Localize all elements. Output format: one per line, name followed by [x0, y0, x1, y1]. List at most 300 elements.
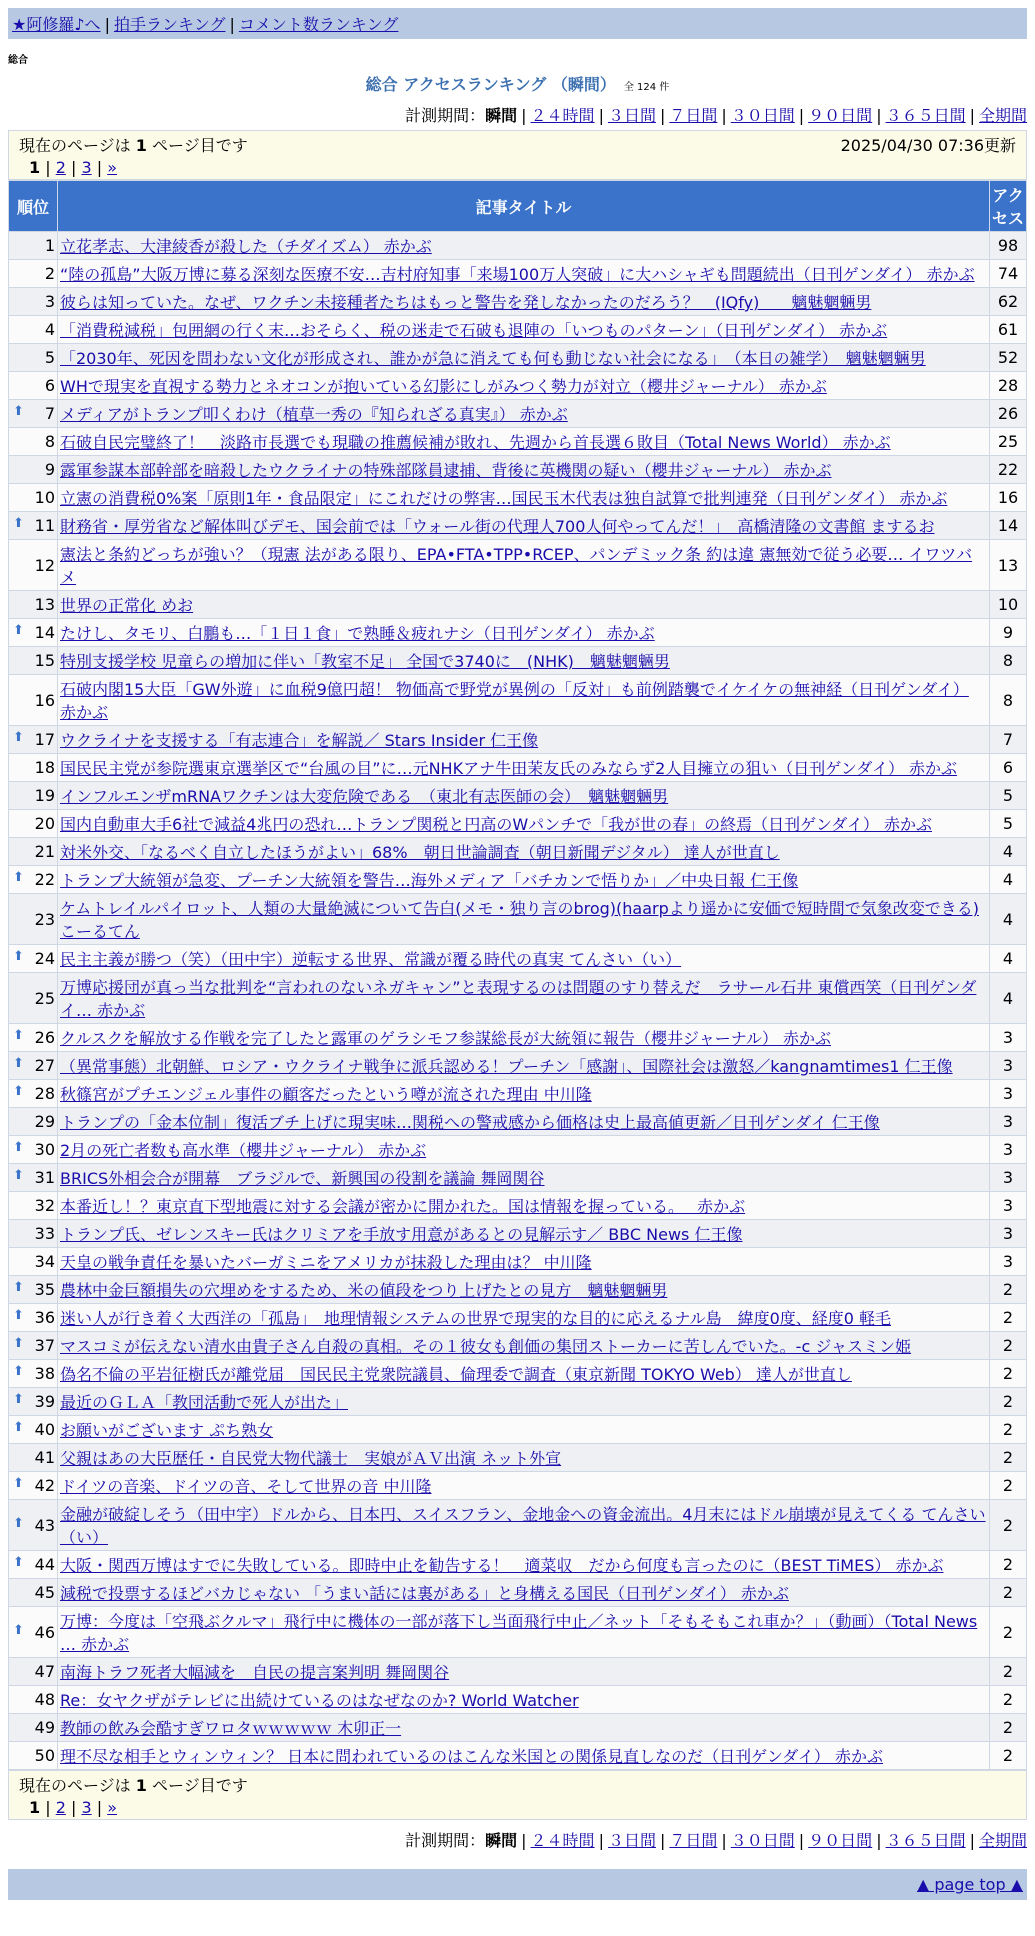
- article-link[interactable]: お願いがございます ぷち熟女: [60, 1421, 274, 1440]
- access-count: 2: [990, 1742, 1027, 1770]
- article-link[interactable]: 国内自動車大手6社で減益4兆円の恐れ…トランプ関税と円高のWパンチで「我が世の春」の終焉（日刊ゲンダイ） 赤かぶ: [60, 815, 932, 834]
- title-cell: [58, 591, 990, 619]
- rank-number: 3: [44, 292, 55, 311]
- title-cell: [58, 1332, 990, 1360]
- rank-cell: [9, 1472, 58, 1500]
- rank-cell: [9, 894, 58, 945]
- period-link[interactable]: ７日間: [669, 106, 718, 125]
- table-row: [9, 1658, 1027, 1686]
- table-row: [9, 754, 1027, 782]
- separator: |: [659, 106, 666, 125]
- page-link[interactable]: 2: [55, 1798, 66, 1817]
- title-cell: [58, 1416, 990, 1444]
- rank-number: 22: [34, 870, 55, 889]
- rank-cell: [9, 428, 58, 456]
- separator: |: [598, 1831, 604, 1850]
- title-cell: [58, 372, 990, 400]
- access-count: 2: [990, 1658, 1027, 1686]
- rank-cell: [9, 1416, 58, 1444]
- separator: |: [798, 106, 805, 125]
- top-navigation: [8, 8, 1027, 39]
- article-link[interactable]: ウクライナを支援する「有志連合」を解説／ Stars Insider 仁王像: [60, 731, 539, 750]
- up-arrow-icon: ⬆: [13, 1084, 24, 1099]
- access-count: 98: [990, 232, 1027, 260]
- footer-bar: [8, 1869, 1027, 1900]
- separator: |: [65, 158, 82, 177]
- rank-cell: [9, 1192, 58, 1220]
- rank-cell: [9, 1052, 58, 1080]
- table-row: [9, 1416, 1027, 1444]
- access-count: 2: [990, 1714, 1027, 1742]
- page-top-link[interactable]: ▲ page top ▲: [916, 1875, 1023, 1894]
- title-cell: [58, 1444, 990, 1472]
- rank-cell: [9, 260, 58, 288]
- header-access: アクセス: [990, 181, 1027, 232]
- page-link[interactable]: 3: [81, 1798, 92, 1817]
- current-page-text: 現在のページは 1 ページ目です: [19, 1776, 248, 1795]
- table-row: [9, 894, 1027, 945]
- table-row: [9, 1551, 1027, 1579]
- rank-cell: [9, 1686, 58, 1714]
- period-label: 計測期間：: [405, 106, 486, 125]
- separator: |: [876, 106, 882, 125]
- title-cell: [58, 945, 990, 973]
- access-count: 4: [990, 973, 1027, 1024]
- access-count: 9: [990, 619, 1027, 647]
- article-link[interactable]: 南海トラフ死者大幅減を 自民の提言案判明 舞岡関谷: [60, 1663, 450, 1682]
- rank-cell: [9, 866, 58, 894]
- access-count: 25: [990, 428, 1027, 456]
- title-cell: [58, 232, 990, 260]
- article-link[interactable]: BRICS外相会合が開幕 ブラジルで、新興国の役割を議論 舞岡関谷: [60, 1169, 545, 1188]
- access-count: 4: [990, 838, 1027, 866]
- period-link[interactable]: 全期間: [978, 1831, 1027, 1850]
- article-link[interactable]: “陸の孤島”大阪万博に募る深刻な医療不安…吉村府知事「来場100万人突破」に大ハシャギも問題続出（日刊ゲンダイ） 赤かぶ: [60, 265, 975, 284]
- rank-number: 34: [34, 1252, 55, 1271]
- page-link[interactable]: »: [107, 158, 117, 177]
- access-count: 22: [990, 456, 1027, 484]
- title-cell: [58, 1500, 990, 1551]
- rank-cell: [9, 400, 58, 428]
- title-cell: [58, 288, 990, 316]
- title-cell: [58, 1052, 990, 1080]
- up-arrow-icon: ⬆: [13, 1140, 24, 1155]
- period-link[interactable]: ２４時間: [530, 1831, 595, 1850]
- up-arrow-icon: ⬆: [13, 1168, 24, 1183]
- rank-number: 21: [34, 842, 55, 861]
- access-count: 52: [990, 344, 1027, 372]
- access-count: 2: [990, 1332, 1027, 1360]
- rank-number: 1: [44, 236, 55, 255]
- access-count: 3: [990, 1108, 1027, 1136]
- separator: |: [104, 15, 110, 34]
- table-row: [9, 512, 1027, 540]
- separator: |: [876, 1831, 882, 1850]
- title-cell: [58, 1388, 990, 1416]
- article-link[interactable]: 「2030年、死因を問わない文化が形成され、誰かが急に消えても何も動じない社会になる」 （本日の雑学） 魑魅魍魎男: [60, 349, 926, 368]
- title-cell: [58, 1551, 990, 1579]
- period-link[interactable]: ３日間: [607, 106, 656, 125]
- rank-number: 15: [34, 651, 55, 670]
- table-row: [9, 428, 1027, 456]
- title-cell: [58, 1024, 990, 1052]
- access-count: 3: [990, 1024, 1027, 1052]
- title-cell: [58, 1248, 990, 1276]
- table-row: [9, 1714, 1027, 1742]
- title-cell: [58, 540, 990, 591]
- access-count: 3: [990, 1248, 1027, 1276]
- rank-cell: [9, 540, 58, 591]
- access-count: 6: [990, 754, 1027, 782]
- rank-number: 20: [34, 814, 55, 833]
- title-cell: [58, 1714, 990, 1742]
- article-link[interactable]: 万博応援団が真っ当な批判を“言われのないネガキャン”と表現するのは問題のすり替えだ ラサール石井 東償西笑（日刊ゲンダイ… 赤かぶ: [60, 978, 977, 1020]
- article-link[interactable]: 父親はあの大臣歴任・自民党大物代議士 実娘がＡＶ出演 ネット外宣: [60, 1449, 562, 1468]
- up-arrow-icon: ⬆: [13, 1280, 24, 1295]
- rank-cell: [9, 726, 58, 754]
- rank-cell: [9, 344, 58, 372]
- title-cell: [58, 838, 990, 866]
- article-link[interactable]: 理不尽な相手とウィンウィン？ 日本に問われているのはこんな米国との関係見直しなのだ（日刊ゲンダイ） 赤かぶ: [60, 1747, 883, 1766]
- article-link[interactable]: 世界の正常化 めお: [60, 596, 194, 615]
- clap-ranking-link[interactable]: 拍手ランキング: [113, 15, 226, 34]
- rank-number: 44: [34, 1555, 55, 1574]
- separator: |: [798, 1831, 805, 1850]
- rank-number: 4: [44, 320, 55, 339]
- title-cell: [58, 1686, 990, 1714]
- title-cell: [58, 782, 990, 810]
- article-link[interactable]: ケムトレイルパイロット、人類の大量絶滅について告白(メモ・独り言のbrog)(haarpより遥かに安価で短時間で気象改変できる) こーるてん: [60, 899, 979, 941]
- article-link[interactable]: 偽名不倫の平岩征樹氏が離党届 国民民主党衆院議員、倫理委で調査（東京新聞 TOKYO Web） 達人が世直し: [60, 1365, 852, 1384]
- title-cell: [58, 344, 990, 372]
- rank-number: 10: [34, 488, 55, 507]
- access-count: 2: [990, 1416, 1027, 1444]
- period-link[interactable]: ３日間: [607, 1831, 656, 1850]
- title-cell: [58, 866, 990, 894]
- article-link[interactable]: 国民民主党が参院選東京選挙区で“台風の目”に…元NHKアナ牛田茉友氏のみならず2人目擁立の狙い（日刊ゲンダイ） 赤かぶ: [60, 759, 958, 778]
- access-count: 3: [990, 1052, 1027, 1080]
- table-row: [9, 591, 1027, 619]
- access-count: 2: [990, 1607, 1027, 1658]
- article-link[interactable]: 最近のＧＬＡ「教団活動で死人が出た」: [60, 1393, 349, 1412]
- article-link[interactable]: 立花孝志、大津綾香が殺した（チダイズム） 赤かぶ: [60, 237, 432, 256]
- article-link[interactable]: 財務省・厚労省など解体叫びデモ、国会前では「ウォール街の代理人700人何やってんだ！」 高橋清隆の文書館 まするお: [60, 517, 935, 536]
- page-link[interactable]: 3: [81, 158, 92, 177]
- rank-number: 11: [34, 516, 55, 535]
- article-link[interactable]: トランプの「金本位制」復活ブチ上げに現実味…関税への警戒感から価格は史上最高値更新／日刊ゲンダイ 仁王像: [60, 1113, 880, 1132]
- article-link[interactable]: 秋篠宮がプチエンジェル事件の顧客だったという噂が流された理由 中川隆: [60, 1085, 592, 1104]
- ranking-table: [8, 180, 1027, 1770]
- article-link[interactable]: 農林中金巨額損失の穴埋めをするため、米の値段をつり上げたとの見方 魑魅魍魎男: [60, 1281, 668, 1300]
- rank-cell: [9, 754, 58, 782]
- page-link[interactable]: 2: [55, 158, 66, 177]
- period-link[interactable]: ９０日間: [808, 1831, 873, 1850]
- pager-bottom: [8, 1770, 1027, 1820]
- article-link[interactable]: 万博：今度は「空飛ぶクルマ」飛行中に機体の一部が落下し当面飛行中止／ネット「そもそもこれ車か？」（動画）（Total News … 赤かぶ: [60, 1612, 978, 1654]
- title-cell: [58, 1108, 990, 1136]
- title-cell: [58, 675, 990, 726]
- table-row: [9, 1080, 1027, 1108]
- access-count: 61: [990, 316, 1027, 344]
- rank-cell: [9, 1304, 58, 1332]
- period-selector: [8, 103, 1027, 126]
- article-link[interactable]: クルスクを解放する作戦を完了したと露軍のゲラシモフ参謀総長が大統領に報告（櫻井ジャーナル） 赤かぶ: [60, 1029, 832, 1048]
- title-cell: [58, 1658, 990, 1686]
- article-link[interactable]: たけし、タモリ、白鵬も…「１日１食」で熟睡＆疲れナシ（日刊ゲンダイ） 赤かぶ: [60, 624, 655, 643]
- title-cell: [58, 754, 990, 782]
- table-row: [9, 484, 1027, 512]
- article-link[interactable]: 天皇の戦争責任を暴いたバーガミニをアメリカが抹殺した理由は？ 中川隆: [60, 1253, 592, 1272]
- table-row: [9, 1388, 1027, 1416]
- up-arrow-icon: ⬆: [13, 870, 24, 885]
- article-link[interactable]: 露軍参謀本部幹部を暗殺したウクライナの特殊部隊員逮捕、背後に英機関の疑い（櫻井ジャーナル） 赤かぶ: [60, 461, 832, 480]
- article-link[interactable]: 対米外交、「なるべく自立したほうがよい」68% 朝日世論調査（朝日新聞デジタル） 達人が世直し: [60, 843, 780, 862]
- access-count: 26: [990, 400, 1027, 428]
- access-count: 3: [990, 1192, 1027, 1220]
- table-row: [9, 1579, 1027, 1607]
- page-current: 1: [29, 1798, 41, 1817]
- article-link[interactable]: インフルエンザmRNAワクチンは大変危険である （東北有志医師の会） 魑魅魍魎男: [60, 787, 669, 806]
- table-row: [9, 1500, 1027, 1551]
- title-cell: [58, 316, 990, 344]
- period-link[interactable]: 全期間: [978, 106, 1027, 125]
- rank-number: 40: [34, 1420, 55, 1439]
- table-row: [9, 1052, 1027, 1080]
- rank-cell: [9, 456, 58, 484]
- rank-cell: [9, 232, 58, 260]
- article-link[interactable]: 民主主義が勝つ（笑）（田中宇）逆転する世界、常識が覆る時代の真実 てんさい（い）: [60, 950, 682, 969]
- title-cell: [58, 1742, 990, 1770]
- article-link[interactable]: 金融が破綻しそう（田中宇）ドルから、日本円、スイスフラン、金地金への資金流出。4月末にはドル崩壊が見えてくる てんさい（い）: [60, 1505, 986, 1547]
- up-arrow-icon: ⬆: [13, 1336, 24, 1351]
- period-link[interactable]: ７日間: [669, 1831, 718, 1850]
- table-row: [9, 973, 1027, 1024]
- home-link[interactable]: ★阿修羅♪へ: [12, 15, 101, 34]
- rank-cell: [9, 1714, 58, 1742]
- table-row: [9, 1332, 1027, 1360]
- title-cell: [58, 1607, 990, 1658]
- rank-cell: [9, 1108, 58, 1136]
- period-link[interactable]: ３０日間: [730, 1831, 795, 1850]
- up-arrow-icon: ⬆: [13, 1364, 24, 1379]
- rank-number: 50: [34, 1746, 55, 1765]
- rank-cell: [9, 591, 58, 619]
- rank-number: 49: [34, 1718, 55, 1737]
- period-link[interactable]: ２４時間: [530, 106, 595, 125]
- table-row: [9, 810, 1027, 838]
- rank-cell: [9, 1360, 58, 1388]
- access-count: 2: [990, 1360, 1027, 1388]
- rank-number: 39: [34, 1392, 55, 1411]
- article-link[interactable]: WHで現実を直視する勢力とネオコンが抱いている幻影にしがみつく勢力が対立（櫻井ジャーナル） 赤かぶ: [60, 377, 827, 396]
- separator: |: [969, 1831, 975, 1850]
- table-row: [9, 372, 1027, 400]
- access-count: 62: [990, 288, 1027, 316]
- access-count: 13: [990, 540, 1027, 591]
- separator: |: [65, 1798, 82, 1817]
- access-count: 8: [990, 647, 1027, 675]
- rank-number: 46: [34, 1622, 55, 1642]
- access-count: 74: [990, 260, 1027, 288]
- table-row: [9, 400, 1027, 428]
- article-link[interactable]: マスコミが伝えない清水由貴子さん自殺の真相。その１彼女も創価の集団ストーカーに苦しんでいた。-c ジャスミン姫: [60, 1337, 912, 1356]
- title-cell: [58, 973, 990, 1024]
- rank-number: 17: [34, 730, 55, 749]
- period-selector: [8, 1828, 1027, 1851]
- article-link[interactable]: 迷い人が行き着く大西洋の「孤島」 地理情報システムの世界で現実的な目的に応えるナル島 緯度0度、経度0 軽毛: [60, 1309, 892, 1328]
- rank-cell: [9, 288, 58, 316]
- table-row: [9, 1108, 1027, 1136]
- separator: |: [91, 1798, 108, 1817]
- access-count: 2: [990, 1579, 1027, 1607]
- rank-number: 35: [34, 1280, 55, 1299]
- up-arrow-icon: ⬆: [13, 1420, 24, 1435]
- article-link[interactable]: 立憲の消費税0%案「原則1年・食品限定」にこれだけの弊害…国民玉木代表は独自試算で批判連発（日刊ゲンダイ） 赤かぶ: [60, 489, 948, 508]
- rank-cell: [9, 316, 58, 344]
- table-row: [9, 1024, 1027, 1052]
- rank-number: 47: [34, 1662, 55, 1681]
- access-count: 5: [990, 782, 1027, 810]
- up-arrow-icon: ⬆: [13, 1028, 24, 1043]
- current-page-text: 現在のページは 1 ページ目です: [19, 136, 248, 155]
- rank-number: 45: [34, 1583, 55, 1602]
- article-link[interactable]: ドイツの音楽、ドイツの音、そして世界の音 中川隆: [60, 1477, 432, 1496]
- title-cell: [58, 428, 990, 456]
- article-link[interactable]: メディアがトランプ叩くわけ（植草一秀の『知られざる真実』） 赤かぶ: [60, 405, 568, 424]
- access-count: 2: [990, 1276, 1027, 1304]
- title-cell: [58, 260, 990, 288]
- separator: |: [40, 158, 56, 177]
- rank-cell: [9, 675, 58, 726]
- article-link[interactable]: 2月の死亡者数も高水準（櫻井ジャーナル） 赤かぶ: [60, 1141, 427, 1160]
- title-cell: [58, 1579, 990, 1607]
- table-row: [9, 260, 1027, 288]
- rank-number: 6: [44, 376, 55, 395]
- access-count: 7: [990, 726, 1027, 754]
- rank-number: 48: [34, 1690, 55, 1709]
- rank-number: 27: [34, 1056, 55, 1075]
- period-label: 計測期間：: [405, 1831, 486, 1850]
- title-cell: [58, 1164, 990, 1192]
- rank-cell: [9, 1276, 58, 1304]
- access-count: 3: [990, 1164, 1027, 1192]
- rank-cell: [9, 1080, 58, 1108]
- table-row: [9, 782, 1027, 810]
- table-row: [9, 1444, 1027, 1472]
- article-link[interactable]: 本番近し！？東京直下型地震に対する会議が密かに開かれた。国は情報を握っている。 赤かぶ: [60, 1197, 746, 1216]
- updated-timestamp: 2025/04/30 07:36更新: [840, 136, 1016, 155]
- rank-cell: [9, 838, 58, 866]
- rank-number: 32: [34, 1196, 55, 1215]
- total-count: 全 124 件: [623, 82, 670, 93]
- article-link[interactable]: 「消費税減税」包囲網の行く末…おそらく、税の迷走で石破も退陣の「いつものパターン」（日刊ゲンダイ） 赤かぶ: [60, 321, 888, 340]
- rank-number: 37: [34, 1336, 55, 1355]
- comment-ranking-link[interactable]: コメント数ランキング: [238, 15, 399, 34]
- separator: |: [969, 106, 975, 125]
- rank-number: 16: [34, 690, 55, 710]
- title-cell: [58, 400, 990, 428]
- rank-number: 41: [34, 1448, 55, 1467]
- separator: |: [598, 106, 604, 125]
- rank-number: 14: [34, 623, 55, 642]
- title-cell: [58, 894, 990, 945]
- separator: |: [229, 15, 235, 34]
- page-link[interactable]: »: [107, 1798, 117, 1817]
- article-link[interactable]: 石破自民完璧終了！ 淡路市長選でも現職の推薦候補が敗れ、先週から首長選６敗目（Total News World） 赤かぶ: [60, 433, 891, 452]
- rank-cell: [9, 1388, 58, 1416]
- article-link[interactable]: 減税で投票するほどバカじゃない 「うまい話には裏がある」と身構える国民（日刊ゲンダイ） 赤かぶ: [60, 1584, 789, 1603]
- rank-cell: [9, 1500, 58, 1551]
- title-cell: [58, 726, 990, 754]
- article-link[interactable]: 石破内閣15大臣「GW外遊」に血税9億円超！ 物価高で野党が異例の「反対」も前例踏襲でイケイケの無神経（日刊ゲンダイ） 赤かぶ: [60, 680, 969, 722]
- table-row: [9, 232, 1027, 260]
- category-label: 総合: [8, 55, 28, 66]
- title-cell: [58, 1220, 990, 1248]
- title-cell: [58, 810, 990, 838]
- rank-number: 43: [34, 1515, 55, 1535]
- article-link[interactable]: 彼らは知っていた。なぜ、ワクチン未接種者たちはもっと警告を発しなかったのだろう？ (IQfy) 魑魅魍魎男: [60, 293, 872, 312]
- period-link[interactable]: ３６５日間: [885, 1831, 966, 1850]
- table-row: [9, 1686, 1027, 1714]
- article-link[interactable]: 教師の飲み会酷すぎワロタｗｗｗｗｗ 木卯正一: [60, 1719, 402, 1738]
- access-count: 10: [990, 591, 1027, 619]
- rank-number: 18: [34, 758, 55, 777]
- title-cell: [58, 647, 990, 675]
- article-link[interactable]: 憲法と条約どっちが強い？（現憲 法がある限り、EPA•FTA•TPP•RCEP、パンデミック条 約は違 憲無効で従う必要… イワツバメ: [60, 545, 973, 587]
- rank-cell: [9, 372, 58, 400]
- article-link[interactable]: トランプ大統領が急変、プーチン大統領を警告…海外メディア「バチカンで悟りか」／中央日報 仁王像: [60, 871, 799, 890]
- table-row: [9, 1472, 1027, 1500]
- rank-number: 42: [34, 1476, 55, 1495]
- rank-number: 30: [34, 1140, 55, 1159]
- rank-cell: [9, 1248, 58, 1276]
- rank-cell: [9, 1136, 58, 1164]
- separator: |: [521, 1831, 527, 1850]
- rank-cell: [9, 1444, 58, 1472]
- access-count: 2: [990, 1500, 1027, 1551]
- rank-cell: [9, 1332, 58, 1360]
- article-link[interactable]: トランプ氏、ゼレンスキー氏はクリミアを手放す用意があるとの見解示す／ BBC News 仁王像: [60, 1225, 743, 1244]
- access-count: 28: [990, 372, 1027, 400]
- article-link[interactable]: Re：女ヤクザがテレビに出続けているのはなぜなのか? World Watcher: [60, 1691, 579, 1710]
- rank-cell: [9, 619, 58, 647]
- article-link[interactable]: （異常事態）北朝鮮、ロシア・ウクライナ戦争に派兵認める！プーチン「感謝」、国際社会は激怒／kangnamtimes1 仁王像: [60, 1057, 953, 1076]
- up-arrow-icon: ⬆: [13, 730, 24, 745]
- article-link[interactable]: 大阪・関西万博はすでに失敗している。即時中止を勧告する！ 適菜収 だから何度も言ったのに（BEST TiMES） 赤かぶ: [60, 1556, 944, 1575]
- rank-number: 8: [44, 432, 55, 451]
- up-arrow-icon: ⬆: [13, 404, 24, 419]
- table-row: [9, 838, 1027, 866]
- period-link[interactable]: ３６５日間: [885, 106, 966, 125]
- table-row: [9, 647, 1027, 675]
- header-rank: 順位: [9, 181, 58, 232]
- rank-cell: [9, 810, 58, 838]
- up-arrow-icon: ⬆: [13, 1056, 24, 1071]
- title-cell: [58, 1360, 990, 1388]
- access-count: 3: [990, 1080, 1027, 1108]
- pager-top: [8, 130, 1027, 180]
- period-link[interactable]: ３０日間: [730, 106, 795, 125]
- table-row: [9, 540, 1027, 591]
- rank-cell: [9, 647, 58, 675]
- period-link[interactable]: ９０日間: [808, 106, 873, 125]
- table-row: [9, 1248, 1027, 1276]
- article-link[interactable]: 特別支援学校 児童らの増加に伴い「教室不足」 全国で3740に (NHK) 魑魅魍魎男: [60, 652, 670, 671]
- table-row: [9, 1276, 1027, 1304]
- title-cell: [58, 456, 990, 484]
- header-title: 記事タイトル: [58, 181, 990, 232]
- access-count: 4: [990, 894, 1027, 945]
